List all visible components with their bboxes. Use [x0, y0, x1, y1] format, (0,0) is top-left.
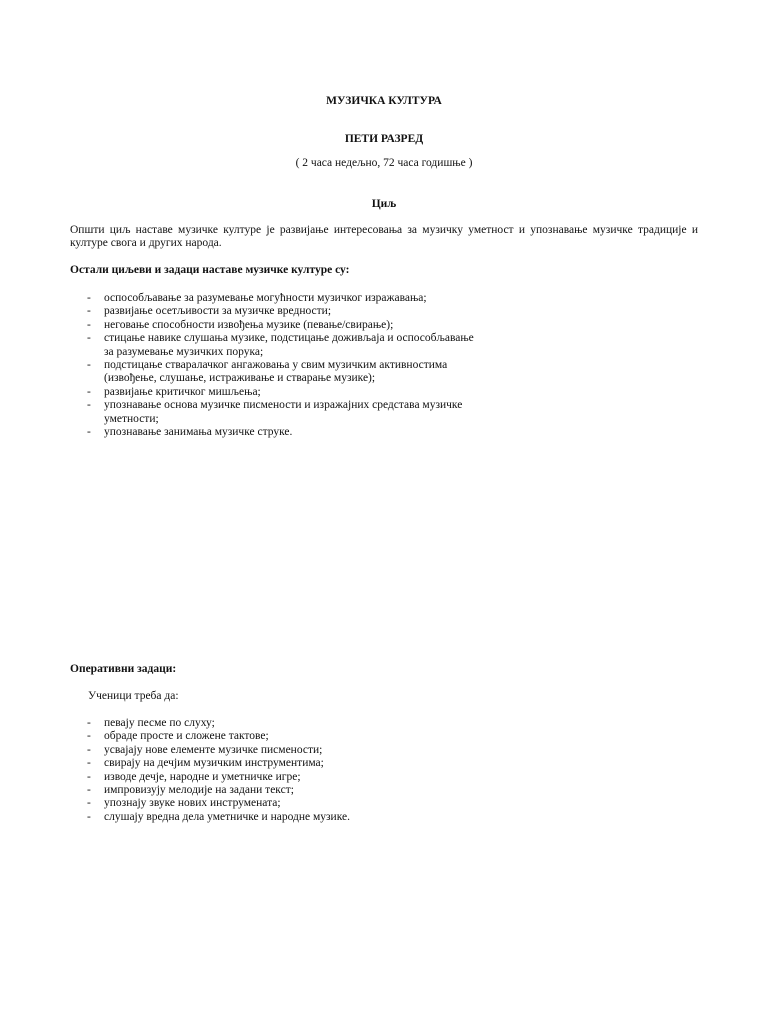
- goal-paragraph: Општи циљ наставе музичке културе је развијање интересовања за музичку уметност и упознавање музичке традиције и културе свога и других народа.: [70, 224, 698, 250]
- list-item-text: усвајају нове елементе музичке писмености;: [104, 743, 323, 756]
- bullet-dash: -: [87, 770, 91, 783]
- bullet-dash: -: [87, 797, 91, 810]
- other-goals-list: [70, 292, 690, 439]
- list-item: [70, 784, 690, 797]
- list-item-text: подстицање стваралачког ангажовања у свим музичким активностима: [104, 359, 448, 372]
- list-item-text: упознавање основа музичке писмености и изражајних средстава музичке: [104, 399, 463, 412]
- list-item-text: развијање критичког мишљења;: [104, 385, 261, 398]
- list-item: [70, 744, 690, 757]
- list-item: [70, 771, 690, 784]
- list-item-text-continued: (извођење, слушање, истраживање и стварање музике);: [104, 372, 376, 385]
- list-item: [70, 811, 690, 824]
- list-item: [70, 319, 690, 332]
- list-item-text: упознавање занимања музичке струке.: [104, 426, 293, 439]
- list-item: [70, 359, 690, 386]
- list-item: [70, 399, 690, 426]
- hours-note: ( 2 часа недељно, 72 часа годишње ): [295, 157, 473, 169]
- list-item-text: обраде просте и сложене тактове;: [104, 730, 269, 743]
- list-item: [70, 797, 690, 810]
- list-item-text: стицање навике слушања музике, подстицање доживљаја и оспособљавање: [104, 332, 474, 345]
- bullet-dash: -: [87, 743, 91, 756]
- bullet-dash: -: [87, 810, 91, 823]
- list-item-text: неговање способности извођења музике (певање/свирање);: [104, 318, 394, 331]
- bullet-dash: -: [87, 784, 91, 797]
- list-item: [70, 386, 690, 399]
- goal-heading: Циљ: [371, 198, 397, 210]
- bullet-dash: -: [87, 399, 91, 412]
- bullet-dash: -: [87, 305, 91, 318]
- grade-heading: ПЕТИ РАЗРЕД: [344, 133, 424, 145]
- list-item-text: слушају вредна дела уметничке и народне музике.: [104, 810, 350, 823]
- list-item-text: оспособљавање за разумевање могућности музичког изражавања;: [104, 292, 427, 304]
- list-item: [70, 292, 690, 305]
- list-item: [70, 426, 690, 439]
- bullet-dash: -: [87, 426, 91, 439]
- list-item-text: певају песме по слуху;: [104, 717, 215, 729]
- bullet-dash: -: [87, 332, 91, 345]
- operative-heading: Оперативни задаци:: [70, 663, 177, 675]
- bullet-dash: -: [87, 385, 91, 398]
- list-item: [70, 757, 690, 770]
- list-item-text-continued: за разумевање музичких порука;: [104, 345, 264, 358]
- bullet-dash: -: [87, 359, 91, 372]
- bullet-dash: -: [87, 292, 91, 304]
- list-item-text: развијање осетљивости за музичке вредности;: [104, 305, 332, 318]
- document-title: МУЗИЧКА КУЛТУРА: [326, 95, 442, 107]
- other-goals-heading: Остали циљеви и задаци наставе музичке културе су:: [70, 264, 350, 276]
- list-item: [70, 730, 690, 743]
- bullet-dash: -: [87, 717, 91, 729]
- list-item: [70, 332, 690, 359]
- students-intro: Ученици треба да:: [88, 690, 179, 702]
- list-item: [70, 305, 690, 318]
- list-item-text: свирају на дечјим музичким инструментима;: [104, 757, 324, 770]
- list-item-text: упознају звуке нових инструмената;: [104, 797, 281, 810]
- bullet-dash: -: [87, 730, 91, 743]
- list-item-text: импровизују мелодије на задани текст;: [104, 784, 294, 797]
- bullet-dash: -: [87, 757, 91, 770]
- operative-tasks-list: [70, 717, 690, 824]
- list-item-text-continued: уметности;: [104, 412, 159, 425]
- list-item-text: изводе дечје, народне и уметничке игре;: [104, 770, 301, 783]
- list-item: [70, 717, 690, 730]
- bullet-dash: -: [87, 318, 91, 331]
